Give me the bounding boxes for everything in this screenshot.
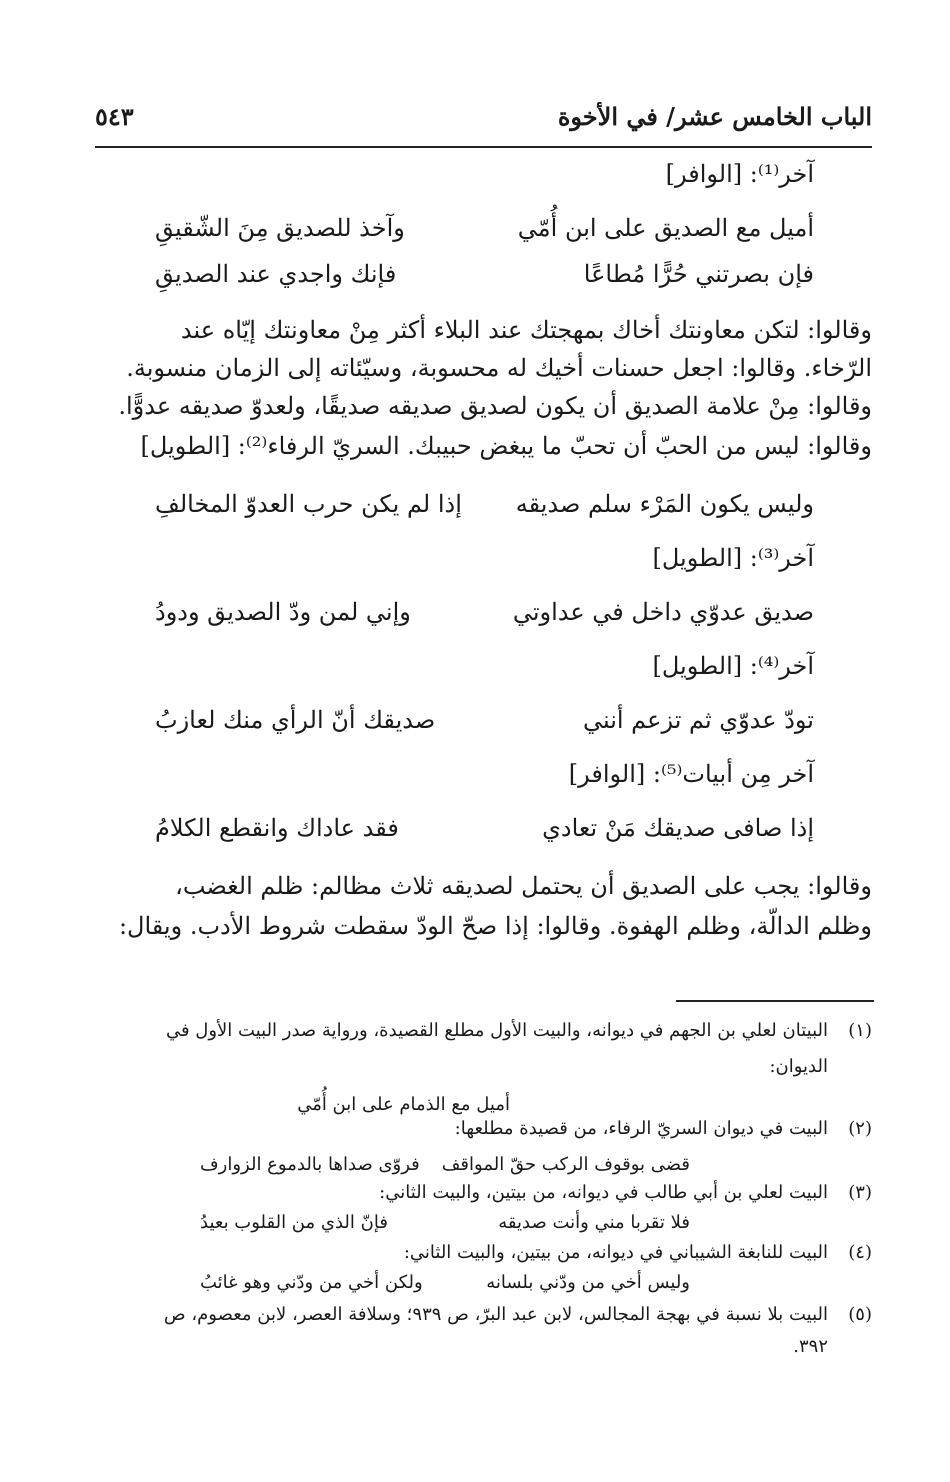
verse-hemistich-1: أميل مع الصديق على ابن أُمّي [517,214,814,242]
verse-hemistich-2: فإنك واجدي عند الصديقِ [155,260,397,288]
footnote-text: البيت للنابغة الشيباني في ديوانه، من بيتين، والبيت الثاني: [403,1242,828,1263]
footnote-verse: أميل مع الذمام على ابن أُمّي [297,1094,510,1115]
footnote-number: (٥) [848,1304,872,1325]
page-number: ٥٤٣ [95,102,134,131]
footnote-text: ٣٩٢. [793,1336,828,1357]
footnote-number: (٢) [848,1118,872,1139]
verse-hemistich-1: فإن بصرتني حُرًّا مُطاعًا [583,260,814,288]
footnote-text: البيتان لعلي بن الجهم في ديوانه، والبيت الأول مطلع القصيدة، ورواية صدر البيت الأول في [165,1020,828,1041]
footnote-verse-hemistich-2: فروّى صداها بالدموع الزوارف [200,1154,420,1175]
footnote-number: (٣) [848,1182,872,1203]
footnote-verse-hemistich-2: فإنّ الذي من القلوب بعيدُ [200,1212,388,1233]
poem-intro-3: آخر⁽³⁾: [الطويل] [652,544,814,572]
footnote-divider [676,1000,874,1002]
footnote-number: (٤) [848,1242,872,1263]
verse-hemistich-2: صديقك أنّ الرأي منك لعازبُ [155,706,436,734]
verse-hemistich-1: إذا صافى صديقك مَنْ تعادي [542,814,814,842]
footnote-verse-hemistich-1: وليس أخي من ودّني بلسانه [486,1272,690,1293]
header-divider [95,146,872,148]
paragraph-line: وقالوا: ليس من الحبّ أن تحبّ ما يبغض حبيبك. السريّ الرفاء⁽²⁾: [الطويل] [140,432,872,460]
verse-hemistich-2: وآخذ للصديق مِنَ الشّقيقِ [155,214,405,242]
paragraph-line: وقالوا: مِنْ علامة الصديق أن يكون لصديق صديقه صديقًا، ولعدوّ صديقه عدوًّا. [118,392,872,420]
footnote-verse-hemistich-2: ولكن أخي من ودّني وهو غائبُ [200,1272,423,1293]
poem-intro-1: آخر⁽¹⁾: [الوافر] [665,160,814,188]
footnote-text: الديوان: [769,1056,828,1077]
verse-hemistich-1: صديق عدوّي داخل في عداوتي [512,598,814,626]
chapter-title: الباب الخامس عشر/ في الأخوة [557,102,872,131]
footnote-text: البيت لعلي بن أبي طالب في ديوانه، من بيتين، والبيت الثاني: [379,1182,828,1203]
footnote-number: (١) [848,1020,872,1041]
poem-intro-5: آخر مِن أبيات⁽⁵⁾: [الوافر] [568,760,814,788]
footnote-verse-hemistich-1: فلا تقربا مني وأنت صديقه [498,1212,690,1233]
footnote-text: البيت في ديوان السريّ الرفاء، من قصيدة مطلعها: [454,1118,828,1139]
verse-hemistich-2: وإني لمن ودّ الصديق ودودُ [155,598,411,626]
footnote-verse-hemistich-1: قضى بوقوف الركب حقّ المواقف [441,1154,690,1175]
poem-intro-4: آخر⁽⁴⁾: [الطويل] [652,652,814,680]
verse-hemistich-2: فقد عاداك وانقطع الكلامُ [155,814,399,842]
verse-hemistich-1: وليس يكون المَرْء سلم صديقه [515,490,814,518]
paragraph-line: وقالوا: لتكن معاونتك أخاك بمهجتك عند البلاء أكثر مِنْ معاونتك إيّاه عند [180,316,872,344]
page-header [95,96,872,136]
verse-hemistich-2: إذا لم يكن حرب العدوّ المخالفِ [155,490,462,518]
paragraph-line: وقالوا: يجب على الصديق أن يحتمل لصديقه ثلاث مظالم: ظلم الغضب، [175,872,872,900]
verse-hemistich-1: تودّ عدوّي ثم تزعم أنني [582,706,814,734]
footnote-text: البيت بلا نسبة في بهجة المجالس، لابن عبد البرّ، ص ٩٣٩؛ وسلافة العصر، لابن معصوم، ص [163,1304,828,1325]
paragraph-line: وظلم الدالّة، وظلم الهفوة. وقالوا: إذا صحّ الودّ سقطت شروط الأدب. ويقال: [118,912,872,940]
paragraph-line: الرّخاء. وقالوا: اجعل حسنات أخيك له محسوبة، وسيّئاته إلى الزمان منسوبة. [126,354,872,382]
